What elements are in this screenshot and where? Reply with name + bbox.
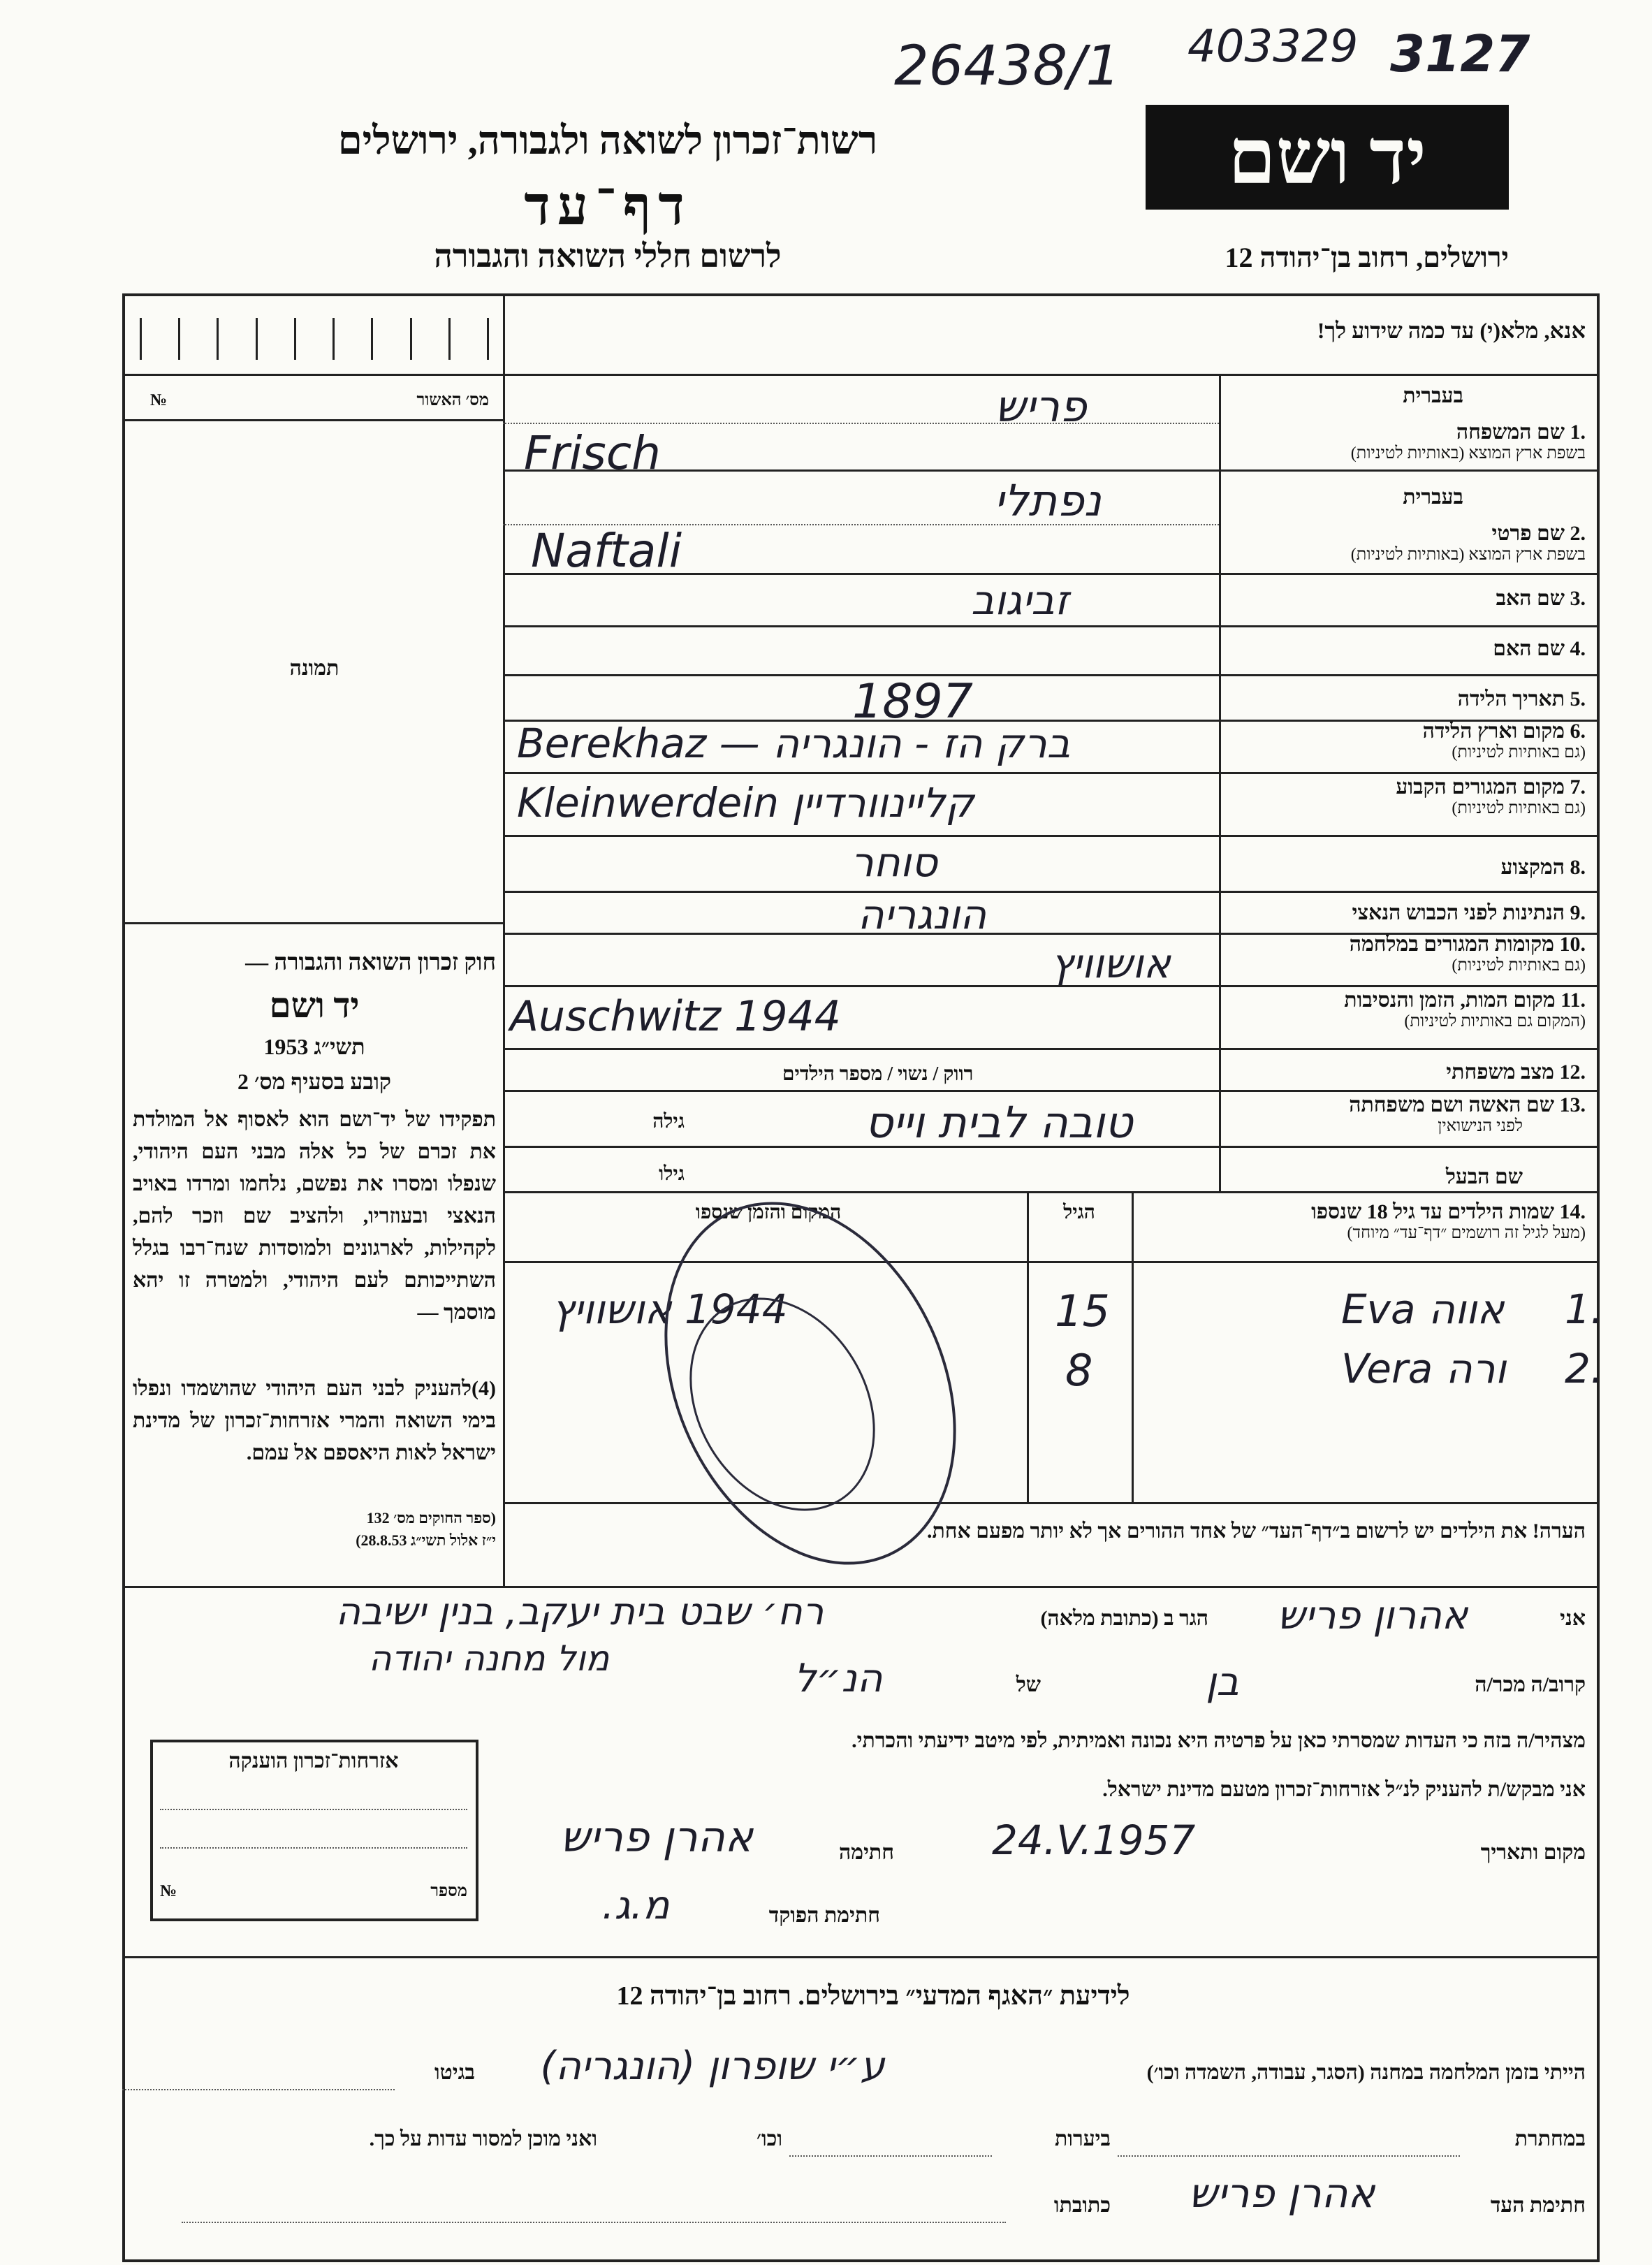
field-10-label: מקומות המגורים במלחמה: [1349, 933, 1554, 956]
signature-value: אהרן פריש: [560, 1813, 753, 1862]
father-name: זביגוב: [971, 576, 1069, 624]
firstname-hebrew: נפתלי: [994, 475, 1102, 526]
declarant-address-2: מול מחנה יהודה: [368, 1638, 610, 1679]
field-1-hebrew-tag: בעברית: [1403, 384, 1463, 407]
field-6-label-group: .6 מקום וארץ הלידה (גם באותיות לטיניות): [1229, 720, 1586, 762]
birth-date: 1897: [852, 674, 974, 729]
surname-latin: Frisch: [524, 426, 661, 480]
surname-hebrew: פריש: [995, 381, 1087, 432]
field-13-label: שם האשה ושם משפחתה: [1349, 1093, 1554, 1116]
law-ref-2: י״ז אלול תשי״ג 28.8.53): [356, 1531, 496, 1549]
field-9-label-row: .9 הנתינות לפני הכבוש הנאצי: [1352, 901, 1586, 924]
citizenship-title: אזרחות־זכרון הוענקה: [228, 1749, 399, 1772]
forests-label: ביערות: [1054, 2127, 1111, 2150]
field-9-label: הנתינות לפני הכבוש הנאצי: [1352, 901, 1565, 924]
wife-name: טובה לבית וייס: [865, 1097, 1133, 1148]
citizenship-box: [150, 1740, 478, 1921]
field-13-sub: לפני הנישואין: [1438, 1117, 1523, 1135]
request-text: אני מבקש/ת להעניק לנ״ל אזרחות־זכרון מטעם מדינת ישראל.: [1102, 1778, 1586, 1801]
child-index: 2.: [1565, 1345, 1604, 1392]
underground-label: במחתרת: [1514, 2127, 1586, 2150]
witness-signature: אהרן פריש: [1188, 2169, 1375, 2217]
wartime-residence: אושוויץ: [1051, 940, 1171, 987]
ghetto-label: בגיטו: [434, 2061, 475, 2084]
field-10-label-group: .10 מקומות המגורים במלחמה (גם באותיות לטיניות): [1229, 933, 1586, 975]
child-age: 15: [1055, 1286, 1110, 1337]
law-ref: (ספר החוקים מס׳ 132: [366, 1509, 496, 1527]
law-year: תשי״ג 1953: [263, 1034, 365, 1059]
law-text-2: (4)להעניק לבני העם היהודי שהושמדו ונפלו בימי השואה והמרי אזרחות־זכרון של מדינת ישראל לאות היאספם אל עמם.: [133, 1377, 496, 1464]
field-12-label: מצב משפחתי: [1446, 1061, 1554, 1084]
approval-no: №: [150, 391, 168, 409]
witness-sig-label: חתימת העד: [1490, 2194, 1586, 2217]
field-2-hebrew-tag: בעברית: [1403, 486, 1463, 509]
yad-vashem-logo: יד ושם: [1146, 105, 1509, 210]
children-note: הערה! את הילדים יש לרשום ב״דף־העד״ של אחד ההורים אך לא יותר מפעם אחת.: [926, 1520, 1586, 1543]
field-14-label-group: .14 שמות הילדים עד גיל 18 שנספו (מעל לגיל זה רושמים ״דף־עד״ מיוחד): [1142, 1200, 1586, 1243]
birth-place: Berekhaz — ברק הז - הונגריה: [517, 720, 1071, 767]
field-10-sub: (גם באותיות לטיניות): [1452, 956, 1586, 975]
husband-label: שם הבעל: [1445, 1165, 1523, 1188]
declare-text: מצהיר/ה בזה כי העדות שמסרתי כאן על פרטיה היא נכונה ואמיתית, לפי מיטב ידיעתי והכרתי.: [851, 1729, 1586, 1752]
etc-label: וכו׳: [756, 2127, 782, 2150]
decl-i-label: אני: [1560, 1607, 1586, 1630]
citizenship-number-label: מספר: [430, 1882, 467, 1900]
field-11-sub: (המקום גם באותיות לטיניות): [1404, 1012, 1586, 1030]
col-place-header: המקום והזמן שנספו: [695, 1202, 842, 1223]
place-date-label: מקום ותאריך: [1480, 1841, 1586, 1864]
ready-text: ואני מוכן למסור עדות על כך.: [369, 2127, 597, 2150]
field-7-label: מקום המגורים הקבוע: [1396, 775, 1565, 799]
field-5-label-row: .5 תאריך הלידה: [1457, 687, 1586, 711]
child-place: 1944 אושוויץ: [552, 1286, 788, 1333]
field-1-label: שם המשפחה: [1456, 421, 1565, 444]
decl-lives-at: הגר ב (כתובת מלאה): [1040, 1607, 1208, 1630]
relative-value: בן: [1206, 1659, 1239, 1705]
field-7-label-group: .7 מקום המגורים הקבוע (גם באותיות לטיניות): [1229, 775, 1586, 818]
ref-number-1: 26438/1: [894, 35, 1121, 98]
tick-boxes: [140, 318, 489, 360]
field-3-label: שם האב: [1496, 587, 1565, 610]
child-name: אווה Eva: [1341, 1286, 1505, 1333]
place-date-value: 24.V.1957: [992, 1816, 1196, 1864]
field-7-sub: (גם באותיות לטיניות): [1452, 799, 1586, 817]
camp-value: ע״י שופרון (הונגריה): [540, 2044, 885, 2089]
child-index: 1.: [1565, 1286, 1604, 1333]
ref-number-3: 3127: [1390, 24, 1530, 83]
field-1-number: .1: [1565, 421, 1586, 444]
camp-line: הייתי בזמן המלחמה במחנה (הסגר, עבודה, השמדה וכו׳): [1146, 2061, 1586, 2084]
col-age-header: הגיל: [1063, 1202, 1095, 1223]
ref-number-2: 403329: [1187, 21, 1359, 73]
approval-label: מס׳ האשור: [416, 391, 489, 409]
relative-label: קרוב/ה מכר/ה: [1475, 1673, 1586, 1696]
field-13-label-group: .13 שם האשה ושם משפחתה לפני הנישואין: [1229, 1093, 1586, 1136]
officer-label: חתימת הפוקד: [768, 1904, 880, 1927]
field-8-label-row: .8 המקצוע: [1500, 856, 1586, 879]
profession: סוחר: [850, 838, 938, 886]
form-title: דף־עד: [524, 175, 692, 236]
bottom-heading: לידיעת ״האגף המדעי״ בירושלים. רחוב בן־יהודה 12: [616, 1981, 1130, 2011]
child-name: ורה Vera: [1341, 1345, 1507, 1392]
org-name: רשות־זכרון לשואה ולגבורה, ירושלים: [337, 119, 878, 163]
law-title: חוק זכרון השואה והגבורה —: [245, 950, 496, 975]
field-6-sub: (גם באותיות לטיניות): [1452, 743, 1586, 762]
field-2-label-group: בעברית .2 שם פרטי בשפת ארץ המוצא (באותיות לטיניות): [1229, 486, 1586, 565]
field-5-label: תאריך הלידה: [1457, 687, 1565, 711]
field-4-label-row: .4 שם האם: [1493, 637, 1586, 660]
field-12-label-row: .12 מצב משפחתי: [1446, 1061, 1586, 1084]
field-1-sub: בשפת ארץ המוצא (באותיות לטיניות): [1350, 444, 1586, 463]
of-label: של: [1016, 1673, 1041, 1696]
field-14-label: שמות הילדים עד גיל 18 שנספו: [1311, 1200, 1554, 1223]
husband-age-label: גילו: [659, 1163, 685, 1185]
child-age: 8: [1065, 1345, 1093, 1396]
residence: Kleinwerdein קליינוורדיין: [517, 779, 974, 826]
marital-status: רווק / נשוי / מספר הילדים: [782, 1063, 974, 1085]
instruction: אנא, מלא(י) עד כמה שידוע לך!: [1317, 318, 1586, 343]
field-11-label: מקום המות, הזמן והנסיבות: [1344, 989, 1556, 1012]
field-2-label: שם פרטי: [1491, 522, 1565, 545]
citizenship-no: №: [160, 1882, 177, 1900]
officer-signature: מ.ג.: [601, 1883, 670, 1928]
header-address: ירושלים, רחוב בן־יהודה 12: [1225, 242, 1509, 273]
law-name: יד ושם: [269, 986, 360, 1025]
field-1-label-group: [1229, 384, 1586, 463]
field-4-label: שם האם: [1493, 637, 1565, 660]
field-8-label: המקצוע: [1500, 856, 1565, 879]
declarant-name: אהרון פריש: [1277, 1593, 1468, 1638]
field-11-label-group: .11 מקום המות, הזמן והנסיבות (המקום גם באותיות לטיניות): [1229, 989, 1586, 1031]
photo-label: תמונה: [289, 657, 339, 680]
nationality: הונגריה: [857, 891, 987, 938]
law-text: תפקידו של יד־ושם הוא לאסוף אל המולדת את זכרם של כל אלה מבני העם היהודי, שנפלו ומסרו את נפשם, נלחמו ומרדו באויב הנאצי ובעוזריו, ולהציב שם וזכר להם, לקהילות, לארגונים ולמוסדות שנח־רבו בגלל השתייכותם לעם היהודי, ולמטרה זו יהא מוסמך —: [133, 1108, 496, 1324]
firstname-latin: Naftali: [531, 524, 682, 578]
law-clause: קובע בסעיף מס׳ 2: [237, 1069, 392, 1094]
scribble-mark: [615, 1104, 1034, 1586]
field-14-sub: (מעל לגיל זה רושמים ״דף־עד״ מיוחד): [1347, 1224, 1586, 1242]
field-6-label: מקום וארץ הלידה: [1422, 720, 1565, 743]
form-subtitle: לרשום חללי השואה והגבורה: [434, 238, 782, 274]
death-place-time: Auschwitz 1944: [510, 992, 841, 1041]
witness-address-label: כתובתו: [1053, 2194, 1111, 2217]
field-3-label-row: .3 שם האב: [1496, 587, 1586, 610]
declarant-address: רח׳ שבט בית יעקב, בנין ישיבה: [335, 1589, 824, 1633]
signature-label: חתימה: [839, 1841, 894, 1864]
of-value: הנ״ל: [794, 1656, 883, 1701]
wife-age-label: גילה: [652, 1111, 685, 1132]
field-2-sub: בשפת ארץ המוצא (באותיות לטיניות): [1350, 546, 1586, 564]
